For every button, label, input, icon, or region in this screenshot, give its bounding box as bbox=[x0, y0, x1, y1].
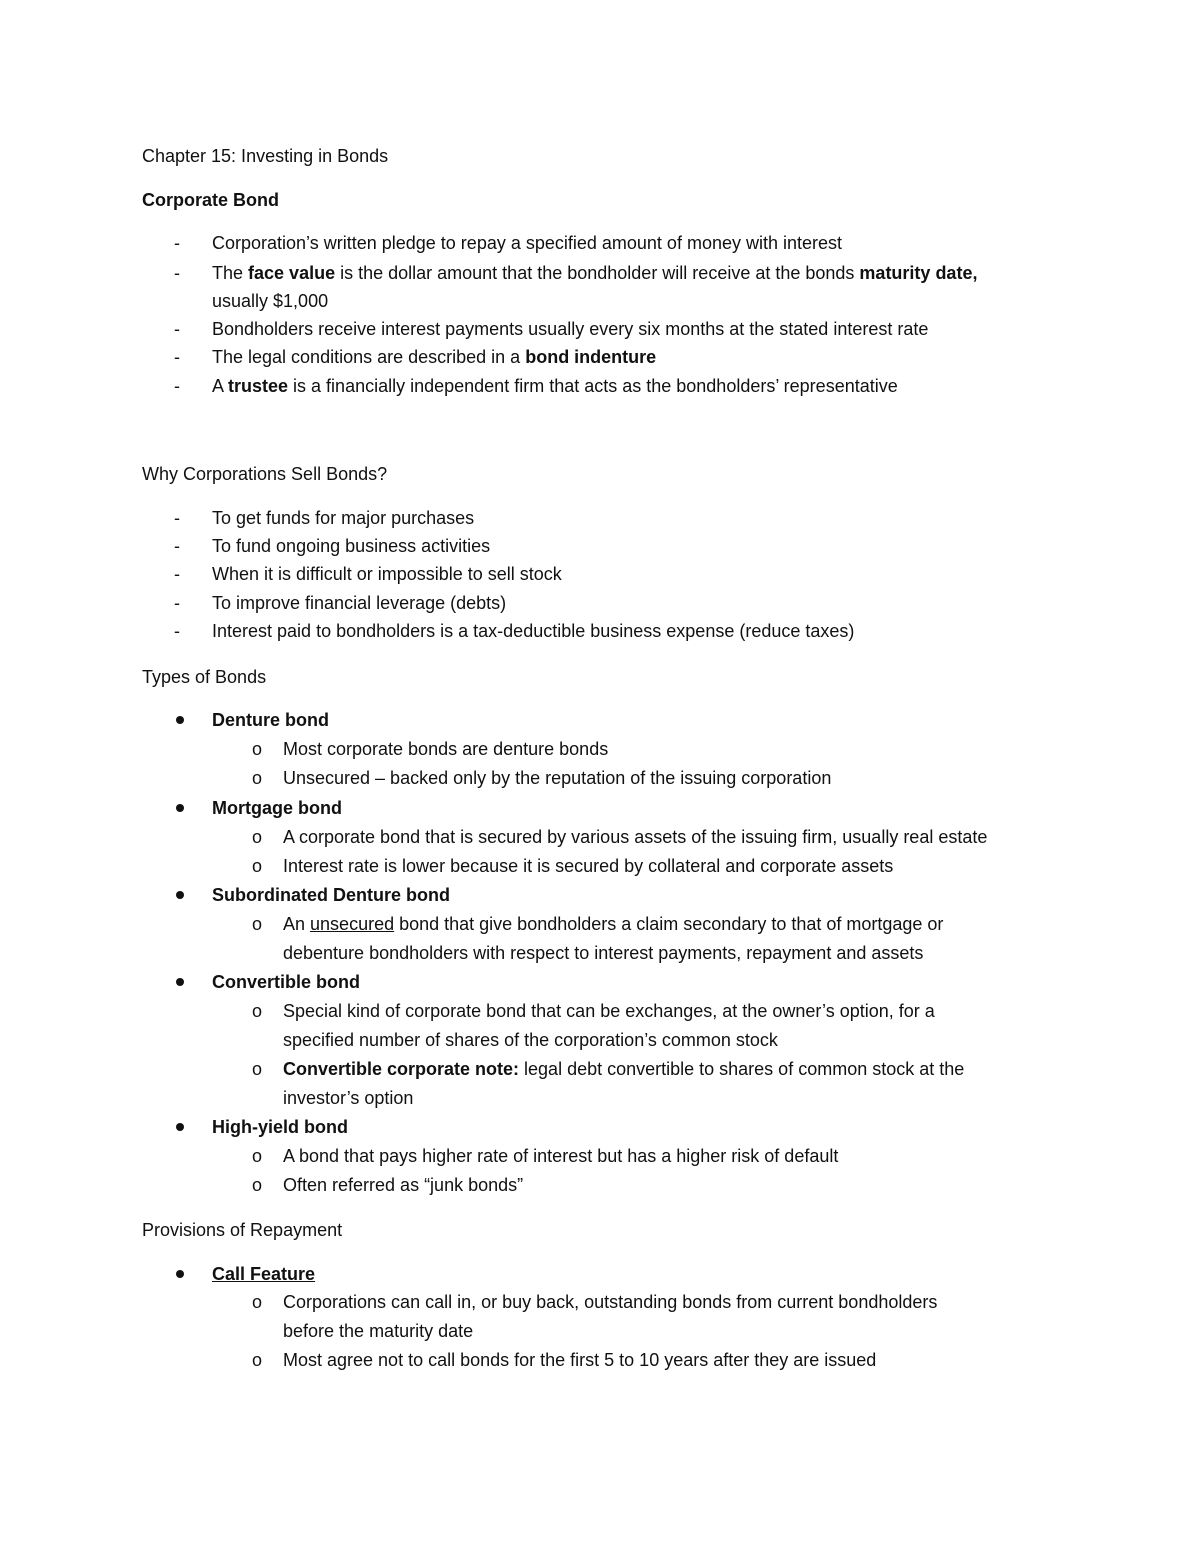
section-heading-why-sell: Why Corporations Sell Bonds? bbox=[142, 464, 388, 484]
circle-marker: o bbox=[252, 827, 263, 847]
circle-marker: o bbox=[252, 739, 263, 759]
bullet-icon bbox=[176, 716, 184, 724]
dash-marker: - bbox=[174, 319, 180, 339]
dash-marker: - bbox=[174, 263, 180, 283]
circle-marker: o bbox=[252, 1350, 263, 1370]
bullet-icon bbox=[176, 978, 184, 986]
circle-marker: o bbox=[252, 1001, 263, 1021]
circle-marker: o bbox=[252, 1146, 263, 1166]
bullet-icon bbox=[176, 891, 184, 899]
section-heading-repayment: Provisions of Repayment bbox=[142, 1220, 343, 1240]
dash-marker: - bbox=[174, 233, 180, 253]
circle-marker: o bbox=[252, 856, 263, 876]
circle-marker: o bbox=[252, 768, 263, 788]
dash-marker: - bbox=[174, 593, 180, 613]
bullet-icon bbox=[176, 1270, 184, 1278]
dash-marker: - bbox=[174, 347, 180, 367]
dash-marker: - bbox=[174, 621, 180, 641]
dash-marker: - bbox=[174, 564, 180, 584]
bullet-icon bbox=[176, 804, 184, 812]
circle-marker: o bbox=[252, 1175, 263, 1195]
dash-marker: - bbox=[174, 536, 180, 556]
page-title: Chapter 15: Investing in Bonds bbox=[142, 146, 389, 166]
circle-marker: o bbox=[252, 914, 263, 934]
dash-marker: - bbox=[174, 508, 180, 528]
dash-marker: - bbox=[174, 376, 180, 396]
circle-marker: o bbox=[252, 1059, 263, 1079]
section-heading-corporate-bond: Corporate Bond bbox=[142, 190, 279, 210]
bullet-icon bbox=[176, 1123, 184, 1131]
section-heading-types: Types of Bonds bbox=[142, 667, 267, 687]
circle-marker: o bbox=[252, 1292, 263, 1312]
